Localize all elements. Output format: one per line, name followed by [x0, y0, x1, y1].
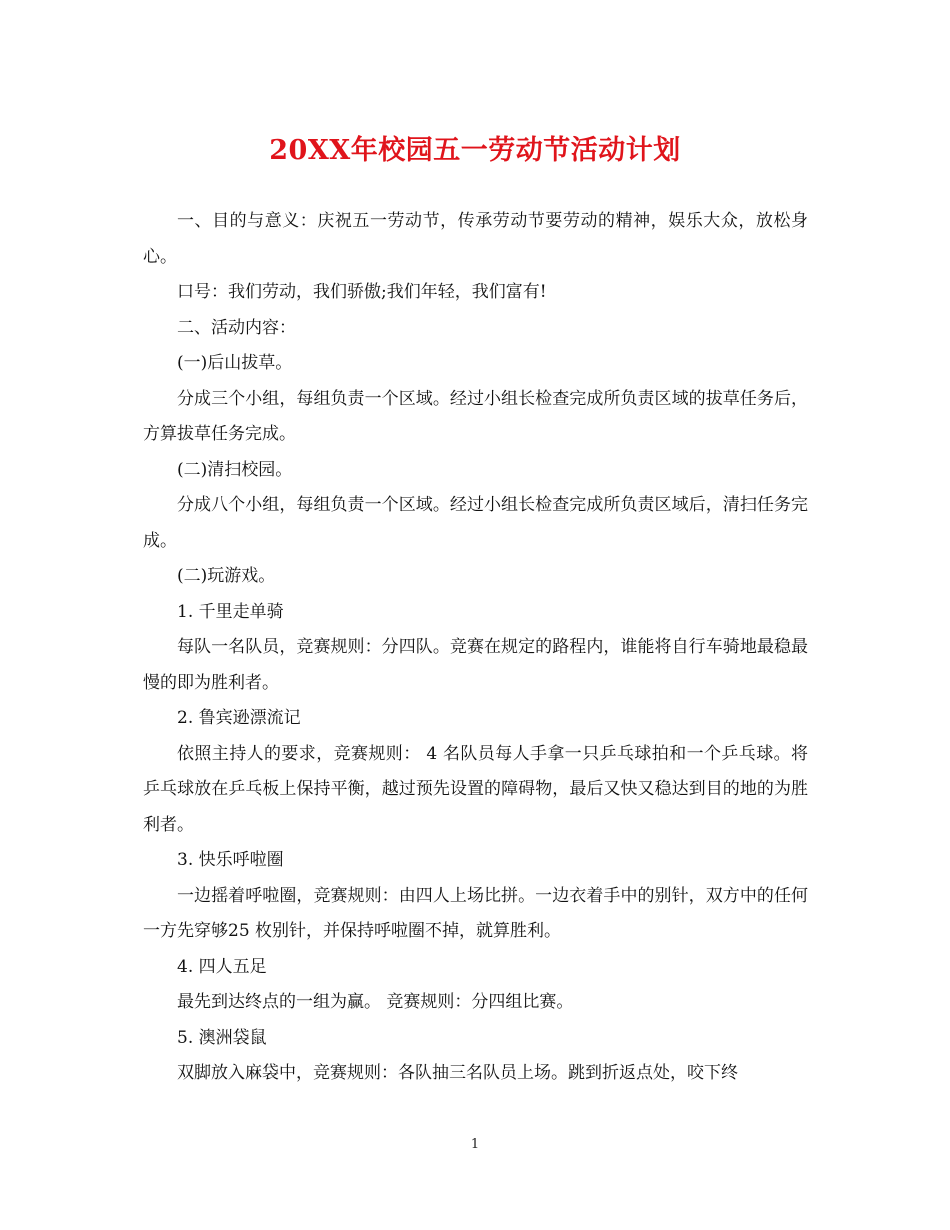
- game-description-4: 最先到达终点的一组为赢。 竞赛规则：分四组比赛。: [177, 992, 574, 1012]
- paragraph-purpose: 一、目的与意义：庆祝五一劳动节，传承劳动节要劳动的精神，娱乐大众，放松身心。: [143, 211, 808, 267]
- paragraph-weeding: 分成三个小组，每组负责一个区域。经过小组长检查完成所负责区域的拔草任务后，方算拔草任务完成。: [143, 388, 808, 444]
- game-description-5: 双脚放入麻袋中，竞赛规则：各队抽三名队员上场。跳到折返点处，咬下终: [177, 1063, 738, 1083]
- subheading-games: (二)玩游戏。: [177, 566, 276, 586]
- game-description-3: 一边摇着呼啦圈，竞赛规则：由四人上场比拼。一边衣着手中的别针，双方中的任何一方先穿够25 枚别针，并保持呼啦圈不掉，就算胜利。: [143, 885, 808, 941]
- subheading-weeding: (一)后山拔草。: [177, 353, 293, 373]
- page-number: 1: [470, 1137, 480, 1152]
- section-heading-activities: 二、活动内容：: [177, 317, 296, 338]
- game-description-2: 依照主持人的要求，竞赛规则： 4 名队员每人手拿一只乒乓球拍和一个乒乓球。将乒乓球放在乒乓板上保持平衡，越过预先设置的障碍物，最后又快又稳达到目的地的为胜利者。: [143, 743, 808, 835]
- game-heading-1: 1. 千里走单骑: [177, 601, 284, 622]
- game-heading-3: 3. 快乐呼啦圈: [177, 850, 284, 870]
- document-body: [143, 204, 808, 1092]
- game-heading-5: 5. 澳洲袋鼠: [177, 1027, 267, 1048]
- document-title: 20XX年校园五一劳动节活动计划: [269, 135, 681, 166]
- game-description-1: 每队一名队员，竞赛规则：分四队。竞赛在规定的路程内，谁能将自行车骑地最稳最慢的即为胜利者。: [143, 637, 808, 693]
- paragraph-slogan: 口号：我们劳动，我们骄傲;我们年轻，我们富有!: [177, 282, 547, 302]
- paragraph-cleaning: 分成八个小组，每组负责一个区域。经过小组长检查完成所负责区域后，清扫任务完成。: [143, 495, 808, 551]
- game-heading-2: 2. 鲁宾逊漂流记: [177, 708, 301, 728]
- game-heading-4: 4. 四人五足: [177, 956, 267, 977]
- subheading-cleaning: (二)清扫校园。: [177, 459, 293, 480]
